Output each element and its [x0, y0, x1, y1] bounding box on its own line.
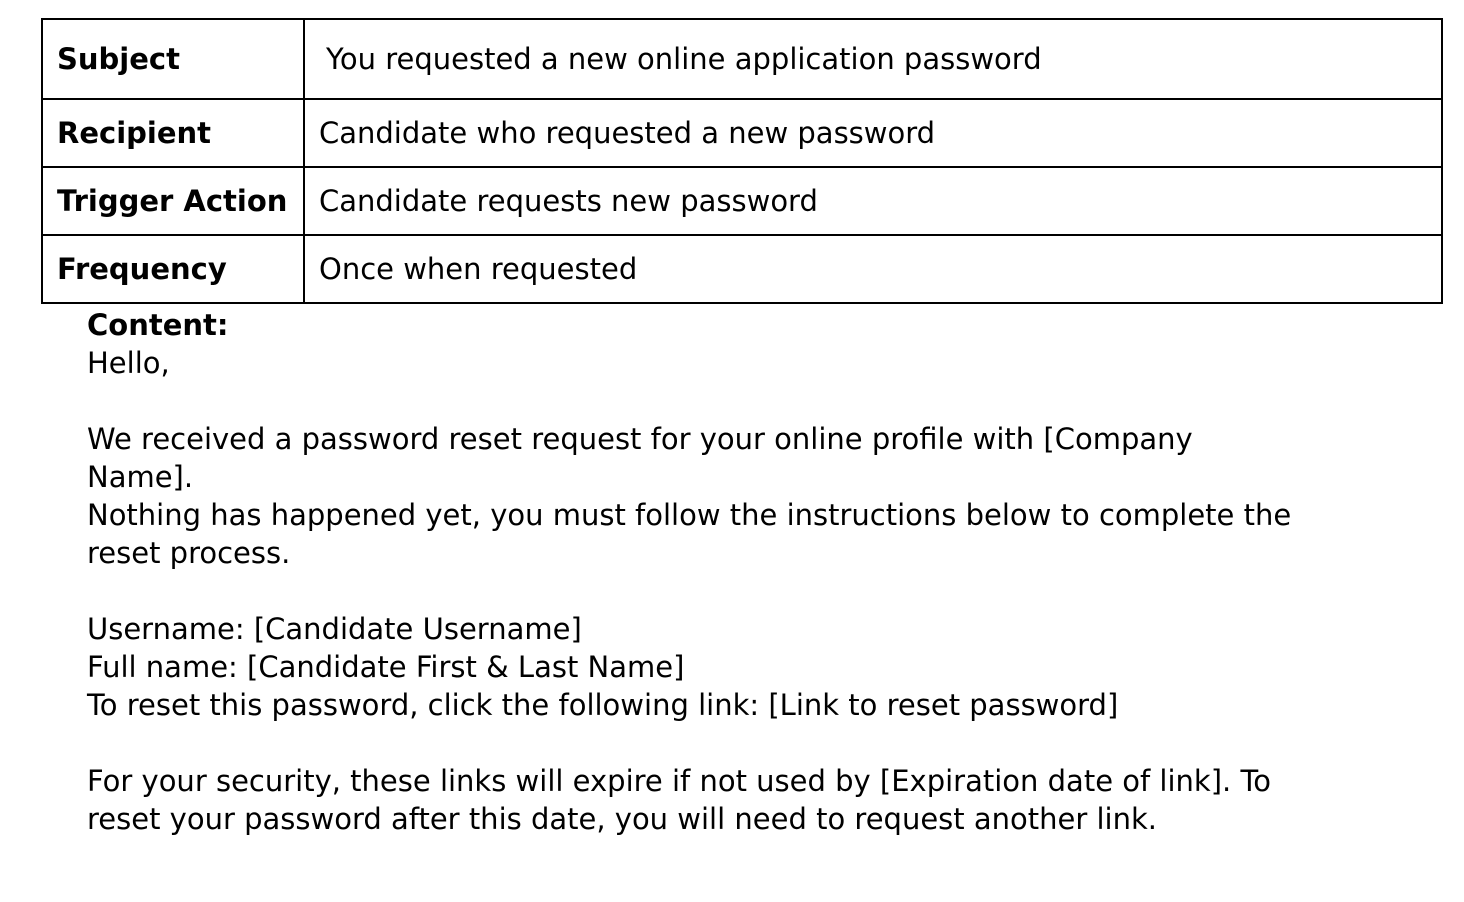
trigger-action-value: Candidate requests new password	[304, 167, 1442, 235]
frequency-value: Once when requested	[304, 235, 1442, 303]
table-row-subject	[42, 19, 1442, 99]
recipient-label: Recipient	[42, 99, 304, 167]
paragraph-gap	[87, 724, 1387, 762]
paragraph-gap	[87, 572, 1387, 610]
instructions-text-line2: reset process.	[87, 536, 291, 570]
reset-request-text-line2: Name].	[87, 460, 194, 494]
reset-request-text-line1: We received a password reset request for your online profile with [Company	[87, 422, 1193, 456]
subject-value: You requested a new online application password	[304, 19, 1442, 99]
table-row-trigger-action	[42, 167, 1442, 235]
content-label: Content:	[87, 308, 229, 342]
subject-label: Subject	[42, 19, 304, 99]
frequency-label: Frequency	[42, 235, 304, 303]
email-content	[87, 306, 1387, 838]
table-row-recipient	[42, 99, 1442, 167]
security-notice-line2: reset your password after this date, you will need to request another link.	[87, 802, 1157, 836]
username-text: Username: [Candidate Username]	[87, 612, 582, 646]
full-name-text: Full name: [Candidate First & Last Name]	[87, 650, 685, 684]
security-notice-line1: For your security, these links will expire if not used by [Expiration date of link]. To	[87, 764, 1271, 798]
instructions-text-line1: Nothing has happened yet, you must follow the instructions below to complete the	[87, 498, 1292, 532]
email-metadata-table	[41, 18, 1443, 304]
recipient-value: Candidate who requested a new password	[304, 99, 1442, 167]
greeting-text: Hello,	[87, 346, 170, 380]
reset-link-text: To reset this password, click the following link: [Link to reset password]	[87, 688, 1119, 722]
paragraph-gap	[87, 382, 1387, 420]
trigger-action-label: Trigger Action	[42, 167, 304, 235]
table-row-frequency	[42, 235, 1442, 303]
